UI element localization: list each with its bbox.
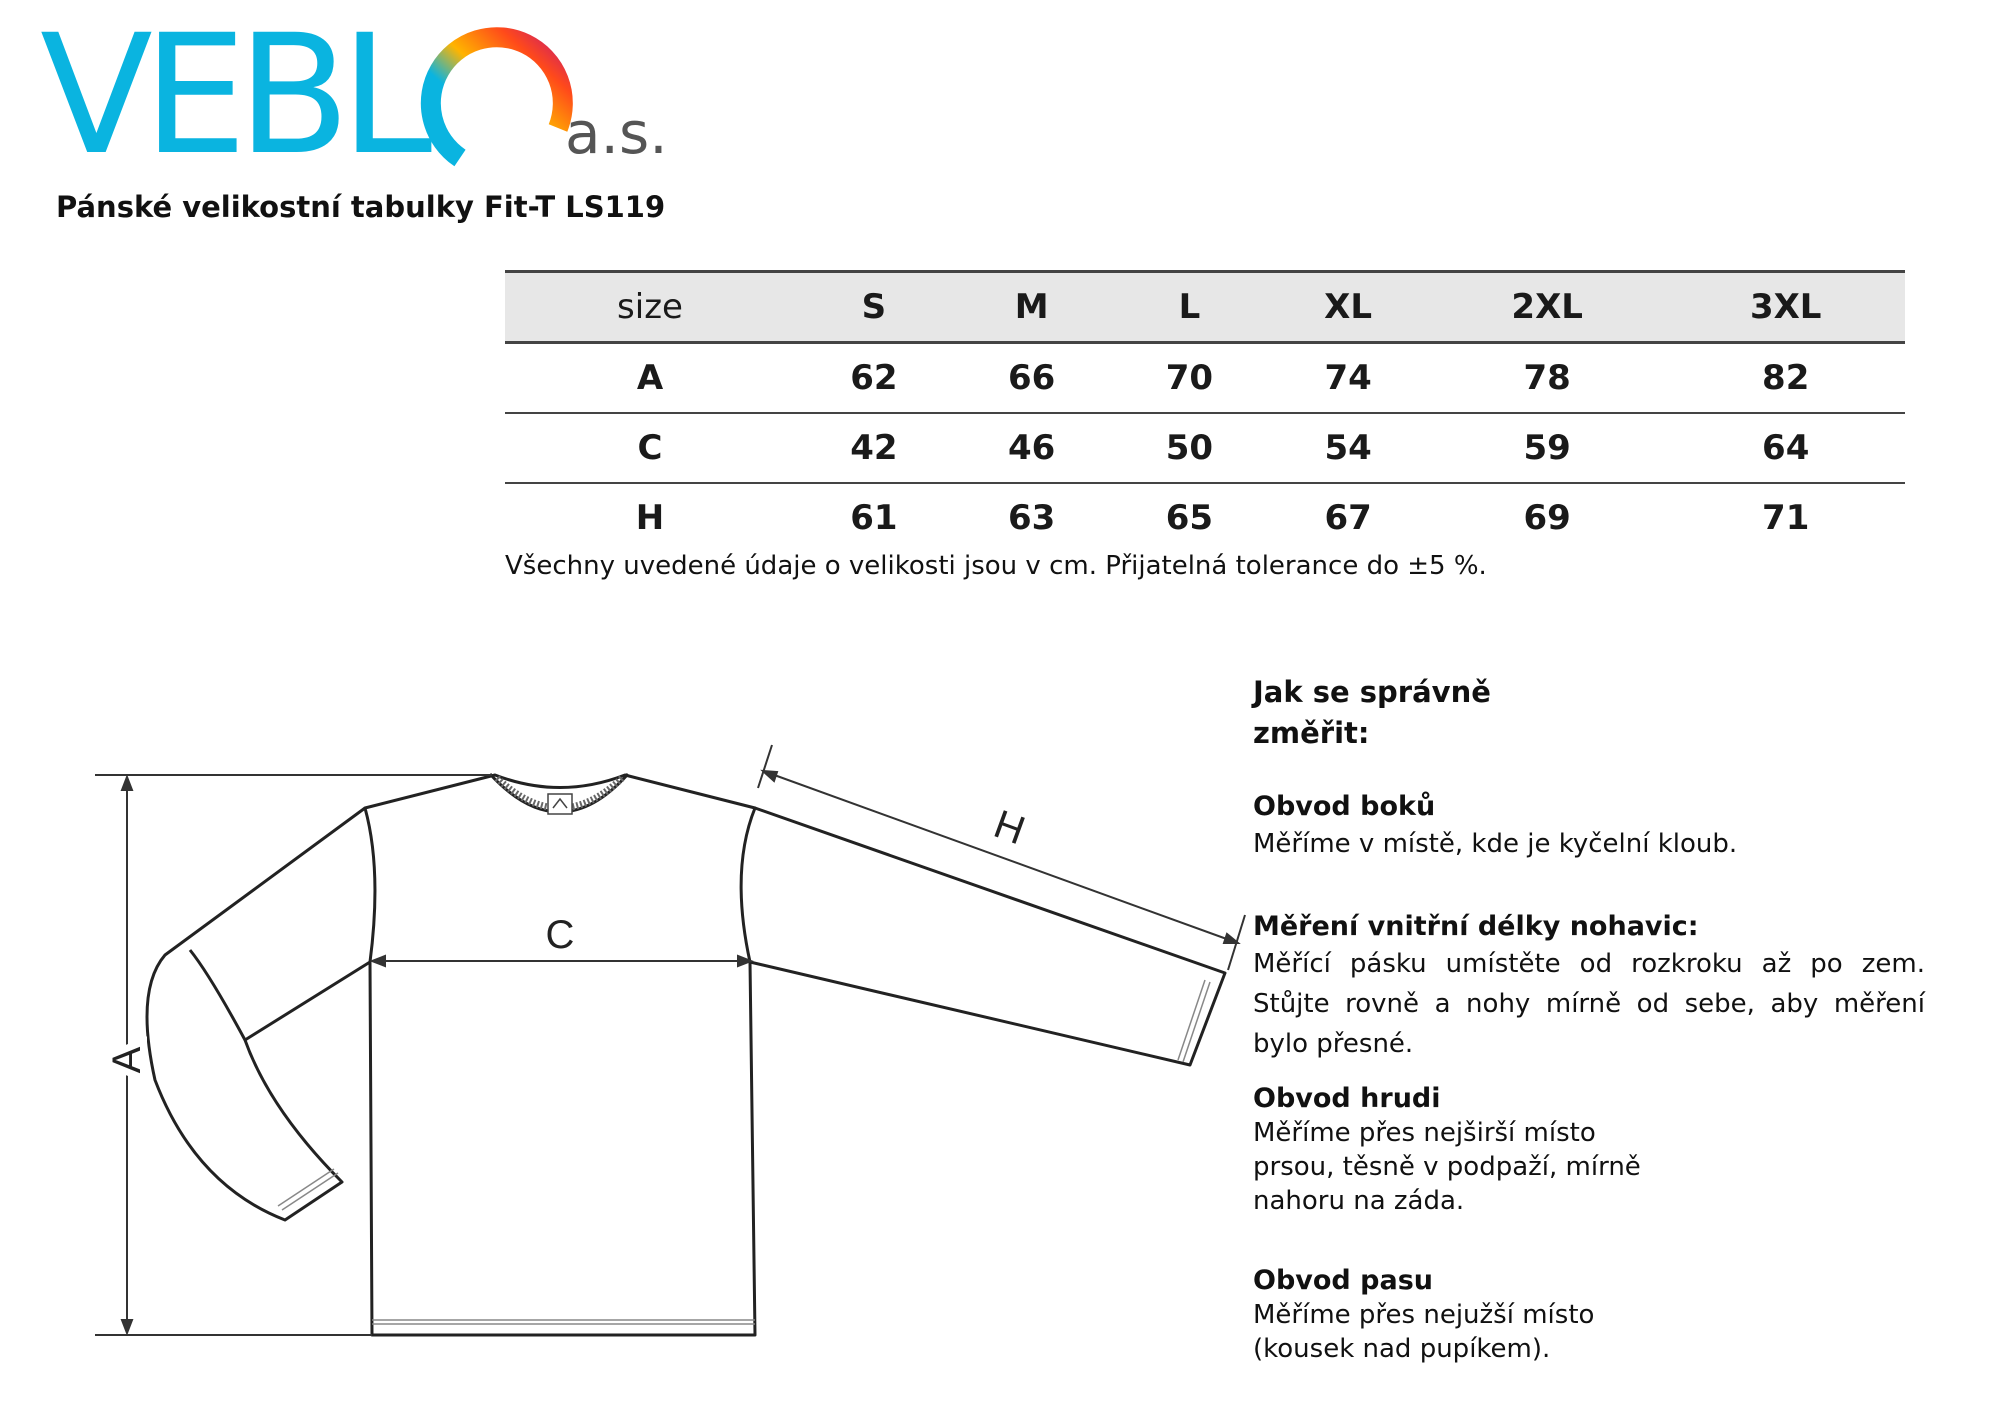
measurement-instructions [1253,672,1925,1366]
section-title: Měření vnitřní délky nohavic: [1253,911,1699,942]
table-cell: 54 [1268,413,1428,483]
table-cell: 70 [1165,358,1214,398]
row-label: H [505,483,795,552]
table-cell: 78 [1523,358,1571,398]
row-label: C [505,413,795,483]
header-size-m: M [953,272,1111,343]
section-text: Měříme přes nejužší místo (kousek nad pupíkem). [1253,1300,1595,1364]
table-row [505,343,1905,414]
header-size-3xl: 3XL [1666,272,1905,343]
instruction-section-inseam [1253,910,1925,1064]
table-cell: 65 [1111,483,1269,552]
neck-label-icon [548,794,572,814]
brand-logo [40,0,668,191]
table-cell: 82 [1762,358,1810,398]
size-table [505,270,1905,552]
label-a: A [105,1046,149,1074]
page-title: Pánské velikostní tabulky Fit-T LS119 [56,190,666,224]
table-row [505,413,1905,483]
shirt-measurement-diagram [60,730,1260,1370]
logo-wordmark: VEBL [40,0,423,191]
section-text: Měříme přes nejširší místo prsou, těsně v podpaží, mírně nahoru na záda. [1253,1118,1641,1216]
header-size-2xl: 2XL [1428,272,1667,343]
instruction-section-chest [1253,1082,1925,1218]
logo-ring-icon [420,18,580,178]
table-cell: 67 [1268,483,1428,552]
table-cell: 66 [1007,358,1056,398]
label-c: C [545,913,575,957]
section-title: Obvod pasu [1253,1265,1433,1296]
label-h: H [988,802,1031,854]
table-cell: 50 [1111,413,1269,483]
section-text: Měříme v místě, kde je kyčelní kloub. [1253,829,1738,859]
table-cell: 46 [953,413,1111,483]
header-size-label: size [505,272,795,343]
table-note: Všechny uvedené údaje o velikosti jsou v cm. Přijatelná tolerance do ±5 %. [505,551,1487,581]
table-cell: 71 [1666,483,1905,552]
section-text: Měřící pásku umístěte od rozkroku až po zem. Stůjte rovně a nohy mírně od sebe, aby měření bylo přesné. [1253,949,1925,1059]
shirt-outline-icon [147,774,1225,1335]
instruction-section-waist [1253,1264,1925,1366]
table-cell: 62 [850,358,898,398]
table-cell: 42 [795,413,953,483]
table-cell: 64 [1666,413,1905,483]
instruction-section-hips [1253,790,1925,864]
instructions-heading: Jak se správně změřit: [1253,675,1491,750]
table-cell: 63 [953,483,1111,552]
section-title: Obvod hrudi [1253,1083,1441,1114]
dimension-line-h [758,745,1245,970]
table-cell: 69 [1428,483,1667,552]
table-cell: 74 [1324,358,1372,398]
section-title: Obvod boků [1253,791,1436,822]
table-cell: 59 [1428,413,1667,483]
table-cell: 61 [795,483,953,552]
dimension-line-c [372,956,751,966]
size-table-header [505,272,1905,343]
row-label: A [636,358,664,398]
header-size-s: S [795,272,953,343]
table-row [505,483,1905,552]
logo-suffix: a.s. [565,99,668,167]
header-size-xl: XL [1268,272,1428,343]
header-size-l: L [1111,272,1269,343]
